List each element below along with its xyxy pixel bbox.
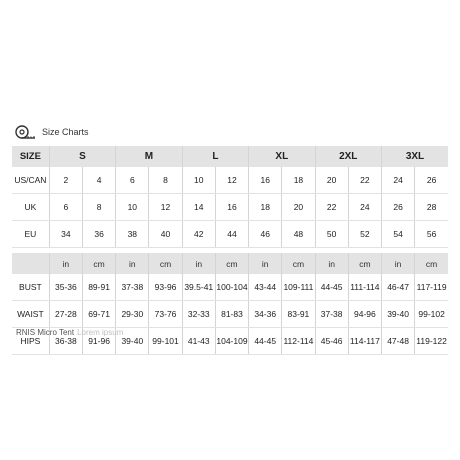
table-cell: 10	[182, 167, 215, 194]
unit-label: in	[182, 253, 215, 274]
row-label: BUST	[12, 274, 49, 301]
row-label: HIPS	[12, 328, 49, 355]
footer-faded-text: Lorem ipsum	[77, 328, 124, 336]
table-cell: 22	[348, 167, 381, 194]
size-label-s: S	[49, 146, 115, 167]
table-cell: 117-119	[415, 274, 448, 301]
table-cell: 91-96	[82, 328, 115, 355]
unit-corner-cell	[12, 253, 49, 274]
table-cell: 39-40	[381, 301, 414, 328]
table-cell: 43-44	[249, 274, 282, 301]
table-cell: 8	[149, 167, 182, 194]
size-chart-title: Size Charts	[42, 127, 89, 137]
table-cell: 26	[415, 167, 448, 194]
table-cell: 111-114	[348, 274, 381, 301]
unit-label: cm	[348, 253, 381, 274]
size-label-m: M	[116, 146, 182, 167]
table-cell: 28	[415, 194, 448, 221]
table-cell: 14	[182, 194, 215, 221]
table-cell: 34-36	[249, 301, 282, 328]
table-cell: 10	[116, 194, 149, 221]
unit-label: in	[381, 253, 414, 274]
table-cell: 36-38	[49, 328, 82, 355]
table-cell: 2	[49, 167, 82, 194]
footer-text: RNIS Micro Tent	[16, 328, 75, 336]
unit-label: cm	[282, 253, 315, 274]
table-cell: 45-46	[315, 328, 348, 355]
table-cell: 39-40	[116, 328, 149, 355]
table-cell: 42	[182, 221, 215, 248]
table-cell: 40	[149, 221, 182, 248]
table-cell: 22	[315, 194, 348, 221]
size-label-2xl: 2XL	[315, 146, 381, 167]
table-cell: 56	[415, 221, 448, 248]
table-cell: 26	[381, 194, 414, 221]
unit-label: cm	[215, 253, 248, 274]
table-cell: 8	[82, 194, 115, 221]
unit-label: cm	[82, 253, 115, 274]
table-cell: 37-38	[116, 274, 149, 301]
size-label-l: L	[182, 146, 248, 167]
table-row-uk	[12, 194, 448, 221]
row-label: WAIST	[12, 301, 49, 328]
table-cell: 24	[348, 194, 381, 221]
table-row-eu	[12, 221, 448, 248]
table-cell: 20	[282, 194, 315, 221]
table-cell: 16	[215, 194, 248, 221]
table-cell: 44-45	[315, 274, 348, 301]
table-row-us-can	[12, 167, 448, 194]
unit-label: cm	[149, 253, 182, 274]
unit-label: in	[116, 253, 149, 274]
row-label: UK	[12, 194, 49, 221]
size-header-row	[12, 146, 448, 167]
table-cell: 6	[116, 167, 149, 194]
unit-label: in	[315, 253, 348, 274]
row-label: EU	[12, 221, 49, 248]
table-row-bust	[12, 274, 448, 301]
table-cell: 83-91	[282, 301, 315, 328]
table-cell: 16	[249, 167, 282, 194]
table-cell: 12	[215, 167, 248, 194]
table-cell: 104-109	[215, 328, 248, 355]
table-cell: 47-48	[381, 328, 414, 355]
table-cell: 94-96	[348, 301, 381, 328]
table-cell: 81-83	[215, 301, 248, 328]
table-cell: 119-122	[415, 328, 448, 355]
tape-measure-icon	[14, 124, 36, 140]
table-cell: 12	[149, 194, 182, 221]
table-cell: 4	[82, 167, 115, 194]
table-cell: 114-117	[348, 328, 381, 355]
table-cell: 99-101	[149, 328, 182, 355]
unit-label: cm	[415, 253, 448, 274]
size-label-xl: XL	[249, 146, 315, 167]
table-cell: 27-28	[49, 301, 82, 328]
table-cell: 112-114	[282, 328, 315, 355]
table-cell: 29-30	[116, 301, 149, 328]
table-cell: 35-36	[49, 274, 82, 301]
table-cell: 46	[249, 221, 282, 248]
table-cell: 44	[215, 221, 248, 248]
size-corner-label: SIZE	[12, 146, 49, 167]
table-cell: 18	[249, 194, 282, 221]
table-cell: 34	[49, 221, 82, 248]
table-cell: 41-43	[182, 328, 215, 355]
table-cell: 44-45	[249, 328, 282, 355]
table-cell: 89-91	[82, 274, 115, 301]
table-row-waist	[12, 301, 448, 328]
row-label: US/CAN	[12, 167, 49, 194]
table-cell: 24	[381, 167, 414, 194]
table-cell: 54	[381, 221, 414, 248]
table-cell: 46-47	[381, 274, 414, 301]
size-label-3xl: 3XL	[381, 146, 448, 167]
table-cell: 52	[348, 221, 381, 248]
table-cell: 48	[282, 221, 315, 248]
table-cell: 50	[315, 221, 348, 248]
table-cell: 100-104	[215, 274, 248, 301]
footer-note	[16, 327, 123, 336]
table-cell: 69-71	[82, 301, 115, 328]
unit-label: in	[249, 253, 282, 274]
table-cell: 99-102	[415, 301, 448, 328]
table-cell: 6	[49, 194, 82, 221]
table-cell: 18	[282, 167, 315, 194]
table-cell: 39.5-41	[182, 274, 215, 301]
size-chart-heading	[14, 124, 89, 140]
table-cell: 32-33	[182, 301, 215, 328]
table-cell: 109-111	[282, 274, 315, 301]
table-cell: 20	[315, 167, 348, 194]
unit-header-row	[12, 253, 448, 274]
unit-label: in	[49, 253, 82, 274]
table-cell: 36	[82, 221, 115, 248]
size-chart-table	[12, 146, 448, 355]
table-cell: 73-76	[149, 301, 182, 328]
table-cell: 37-38	[315, 301, 348, 328]
table-cell: 93-96	[149, 274, 182, 301]
table-cell: 38	[116, 221, 149, 248]
